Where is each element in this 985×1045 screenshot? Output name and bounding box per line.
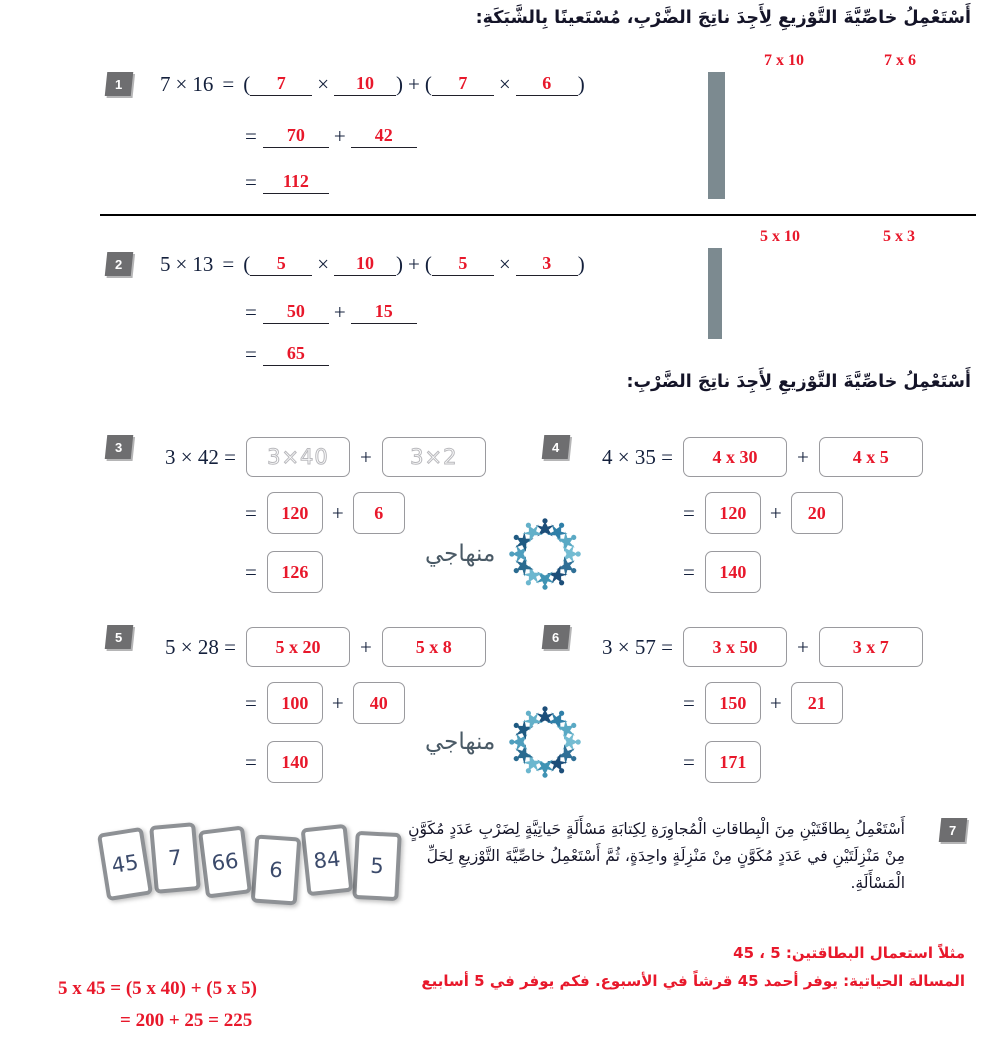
ex2-l3-equals: = xyxy=(245,342,257,366)
exercise-2-badge xyxy=(106,252,132,276)
ex2-paren-open-2: ( xyxy=(424,252,432,276)
ex5-l2-equals: = xyxy=(245,690,257,715)
number-card-value: 84 xyxy=(312,846,342,874)
exercise-7-text: أَسْتَعْمِلُ بِطاقَتَيْنِ مِنَ الْبِطاقاتِ الْمُجاوِرَةِ لِكِتابَةِ مَسْأَلَةٍ حَياتِيَّةٍ لِضَرْبِ عَدَدٍ مُكَوَّنٍ مِنْ مَنْزِلَتَيْنِ في عَدَدٍ مُكَوَّنٍ مِنْ مَنْزِلَةٍ واحِدَةٍ، ثُمَّ أَسْتَعْمِلُ خاصِّيَّةَ التَّوْزيعِ لِحَلِّ الْمَسْأَلَةِ. xyxy=(408,820,905,893)
exercise-6-line-3 xyxy=(683,741,761,783)
ex4-total[interactable]: 140 xyxy=(705,551,761,593)
ex5-term-1[interactable]: 5 x 20 xyxy=(246,627,350,667)
ex1-paren-close-1: ) xyxy=(396,72,404,96)
array-grid xyxy=(708,72,725,199)
array-cell xyxy=(724,127,725,145)
array-grid-row xyxy=(709,285,722,303)
array-grid-row xyxy=(709,145,725,163)
exercise-4-line-3 xyxy=(683,551,761,593)
array-grid-row xyxy=(709,181,725,199)
exercise-7-badge xyxy=(940,818,966,842)
ex3-expr: 3 × 42 = xyxy=(165,444,236,469)
ex3-l2-v2[interactable]: 6 xyxy=(353,492,405,534)
array-grid-row xyxy=(709,267,722,285)
number-card[interactable] xyxy=(198,825,252,898)
exercise-2-number: 2 xyxy=(115,256,123,272)
ex1-total[interactable]: 112 xyxy=(263,171,329,194)
ex6-l2-v2[interactable]: 21 xyxy=(791,682,843,724)
exercise-4-number: 4 xyxy=(552,439,560,455)
answer-cards-chosen: مثلاً استعمال البطاقتين: 5 ، 45 xyxy=(733,944,965,962)
ex3-term-1-ghost-text: 3×40 xyxy=(267,445,329,469)
watermark-logo-top xyxy=(425,512,587,596)
array-cell xyxy=(724,145,725,163)
ex6-plus: + xyxy=(796,634,809,659)
people-circle-logo-icon-2 xyxy=(503,700,587,784)
number-card-value: 7 xyxy=(167,845,183,871)
array-1-label-yellow: 7 x 10 xyxy=(764,52,804,69)
exercise-6-line-1 xyxy=(602,627,923,667)
exercise-1-line-1 xyxy=(160,72,585,97)
ex4-l2-v1[interactable]: 120 xyxy=(705,492,761,534)
array-cell xyxy=(721,321,722,339)
ex1-equals: = xyxy=(222,72,235,96)
array-grid-row xyxy=(709,321,722,339)
ex4-l3-equals: = xyxy=(683,559,695,584)
ex2-total[interactable]: 65 xyxy=(263,343,329,366)
exercise-6-badge xyxy=(543,625,569,649)
ex1-times-1: × xyxy=(317,72,330,96)
ex3-plus: + xyxy=(359,444,372,469)
ex3-l2-plus: + xyxy=(331,500,344,525)
array-1-label-red: 7 x 6 xyxy=(884,52,916,69)
exercise-4-line-1 xyxy=(602,437,923,477)
ex4-l2-equals: = xyxy=(683,500,695,525)
array-2-label-red: 5 x 3 xyxy=(883,228,915,245)
ex2-blank-b1[interactable]: 10 xyxy=(334,253,396,276)
exercise-3-badge xyxy=(106,435,132,459)
ex6-l2-plus: + xyxy=(769,690,782,715)
array-cell xyxy=(721,267,722,285)
array-grid-row xyxy=(709,249,722,267)
exercise-1-number: 1 xyxy=(115,76,123,92)
ex2-equals: = xyxy=(222,252,235,276)
exercise-4-badge xyxy=(543,435,569,459)
ex1-blank-a1[interactable]: 7 xyxy=(250,73,312,96)
logo-text-bottom: منهاجي xyxy=(425,729,496,755)
exercise-5-badge xyxy=(106,625,132,649)
ex3-term-2-ghost-text: 3×2 xyxy=(410,445,458,469)
ex5-l2-plus: + xyxy=(331,690,344,715)
ex1-l3-equals: = xyxy=(245,170,257,194)
ex6-l3-equals: = xyxy=(683,749,695,774)
ex2-times-1: × xyxy=(317,252,330,276)
ex1-paren-open-2: ( xyxy=(424,72,432,96)
number-card[interactable] xyxy=(97,827,153,901)
exercise-1-line-3 xyxy=(245,170,329,195)
section-divider xyxy=(100,214,976,216)
exercise-3-line-2 xyxy=(245,492,405,534)
number-card-value: 66 xyxy=(210,848,240,876)
ex1-operand-left: 7 xyxy=(160,72,171,96)
ex1-times-icon: × xyxy=(175,72,188,96)
exercise-6-line-2 xyxy=(683,682,843,724)
ex1-l2-v1[interactable]: 70 xyxy=(263,125,329,148)
ex2-plus: + xyxy=(408,252,420,276)
ex3-l3-equals: = xyxy=(245,559,257,584)
ex2-operand-right: 13 xyxy=(192,252,214,276)
array-cell xyxy=(724,181,725,199)
exercise-1-line-2 xyxy=(245,124,417,149)
answer-distributive-line: 5 x 45 = (5 x 40) + (5 x 5) xyxy=(58,978,257,999)
ex2-blank-a2[interactable]: 5 xyxy=(432,253,494,276)
ex6-total[interactable]: 171 xyxy=(705,741,761,783)
answer-result-line: = 200 + 25 = 225 xyxy=(120,1010,253,1031)
array-grid-row xyxy=(709,303,722,321)
ex5-l3-equals: = xyxy=(245,749,257,774)
logo-text-top: منهاجي xyxy=(425,541,496,567)
number-card-value: 5 xyxy=(369,853,385,879)
number-card-value: 45 xyxy=(109,850,141,878)
ex4-l2-v2[interactable]: 20 xyxy=(791,492,843,534)
ex6-term-2[interactable]: 3 x 7 xyxy=(819,627,923,667)
exercise-4-line-2 xyxy=(683,492,843,534)
number-card-value: 6 xyxy=(268,857,284,883)
ex2-paren-close-2: ) xyxy=(577,252,585,276)
exercise-3-line-1 xyxy=(165,437,486,477)
exercise-5-line-1 xyxy=(165,627,486,667)
array-cell xyxy=(724,91,725,109)
ex2-operand-left: 5 xyxy=(160,252,171,276)
ex4-term-1[interactable]: 4 x 30 xyxy=(683,437,787,477)
ex1-plus: + xyxy=(408,72,420,96)
array-grid-row xyxy=(709,91,725,109)
number-card[interactable] xyxy=(149,822,201,894)
ex6-expr: 3 × 57 = xyxy=(602,634,673,659)
ex1-blank-b2[interactable]: 6 xyxy=(516,73,578,96)
ex4-plus: + xyxy=(796,444,809,469)
exercise-5-number: 5 xyxy=(115,629,123,645)
ex1-blank-b1[interactable]: 10 xyxy=(334,73,396,96)
array-cell xyxy=(724,163,725,181)
ex6-l2-v1[interactable]: 150 xyxy=(705,682,761,724)
ex1-operand-right: 16 xyxy=(192,72,214,96)
ex2-l2-v2[interactable]: 15 xyxy=(351,301,417,324)
ex3-total[interactable]: 126 xyxy=(267,551,323,593)
ex4-term-2[interactable]: 4 x 5 xyxy=(819,437,923,477)
exercise-2-line-3 xyxy=(245,342,329,367)
number-card[interactable] xyxy=(352,831,401,901)
ex3-l2-equals: = xyxy=(245,500,257,525)
array-cell xyxy=(721,249,722,267)
answer-word-problem: المسالة الحياتية: يوفر أحمد 45 قرشاً في الأسبوع. فكم يوفر في 5 أسابيع xyxy=(421,972,965,990)
array-grid-row xyxy=(709,163,725,181)
ex2-blank-a1[interactable]: 5 xyxy=(250,253,312,276)
ex1-l2-equals: = xyxy=(245,124,257,148)
array-grid-row xyxy=(709,73,725,91)
ex5-total[interactable]: 140 xyxy=(267,741,323,783)
ex5-term-2[interactable]: 5 x 8 xyxy=(382,627,486,667)
exercise-7-number: 7 xyxy=(949,822,957,838)
ex1-l2-plus: + xyxy=(333,124,346,148)
ex1-l2-v2[interactable]: 42 xyxy=(351,125,417,148)
array-grid-row xyxy=(709,109,725,127)
array-grid-row xyxy=(709,127,725,145)
ex4-l2-plus: + xyxy=(769,500,782,525)
ex3-l2-v1[interactable]: 120 xyxy=(267,492,323,534)
ex2-l2-plus: + xyxy=(333,300,346,324)
ex2-times-2: × xyxy=(498,252,511,276)
exercise-3-line-3 xyxy=(245,551,323,593)
ex5-l2-v2[interactable]: 40 xyxy=(353,682,405,724)
exercise-6-number: 6 xyxy=(552,629,560,645)
ex2-l2-v1[interactable]: 50 xyxy=(263,301,329,324)
exercise-5-line-2 xyxy=(245,682,405,724)
array-cell xyxy=(721,285,722,303)
exercise-5-line-3 xyxy=(245,741,323,783)
ex5-plus: + xyxy=(359,634,372,659)
instruction-middle: أَسْتَعْمِلُ خاصِّيَّةَ التَّوْزيعِ لِأَجِدَ ناتِجَ الضَّرْبِ: xyxy=(626,372,971,392)
exercise-3-number: 3 xyxy=(115,439,123,455)
ex5-expr: 5 × 28 = xyxy=(165,634,236,659)
instruction-top: أَسْتَعْمِلُ خاصِّيَّةَ التَّوْزيعِ لِأَجِدَ ناتِجَ الضَّرْبِ، مُسْتَعينًا بِالشَّبَكَةِ: xyxy=(475,8,971,28)
ex1-paren-open-1: ( xyxy=(243,72,251,96)
number-card[interactable] xyxy=(301,824,354,896)
exercise-2-line-2 xyxy=(245,300,417,325)
ex3-term-2[interactable] xyxy=(382,437,486,477)
array-2-label-yellow: 5 x 10 xyxy=(760,228,800,245)
ex6-l2-equals: = xyxy=(683,690,695,715)
ex2-times-icon: × xyxy=(175,252,188,276)
ex4-expr: 4 × 35 = xyxy=(602,444,673,469)
ex2-paren-open-1: ( xyxy=(243,252,251,276)
ex3-term-1[interactable] xyxy=(246,437,350,477)
array-grid xyxy=(708,248,722,339)
watermark-logo-bottom xyxy=(425,700,587,784)
ex2-blank-b2[interactable]: 3 xyxy=(516,253,578,276)
ex1-blank-a2[interactable]: 7 xyxy=(432,73,494,96)
array-cell xyxy=(724,109,725,127)
exercise-1-badge xyxy=(106,72,132,96)
ex5-l2-v1[interactable]: 100 xyxy=(267,682,323,724)
array-cell xyxy=(724,73,725,91)
ex6-term-1[interactable]: 3 x 50 xyxy=(683,627,787,667)
number-card[interactable] xyxy=(251,834,302,905)
number-card-stack xyxy=(96,818,406,918)
ex1-times-2: × xyxy=(498,72,511,96)
people-circle-logo-icon xyxy=(503,512,587,596)
exercise-2-line-1 xyxy=(160,252,585,277)
array-cell xyxy=(721,303,722,321)
ex2-paren-close-1: ) xyxy=(396,252,404,276)
ex2-l2-equals: = xyxy=(245,300,257,324)
ex1-paren-close-2: ) xyxy=(577,72,585,96)
